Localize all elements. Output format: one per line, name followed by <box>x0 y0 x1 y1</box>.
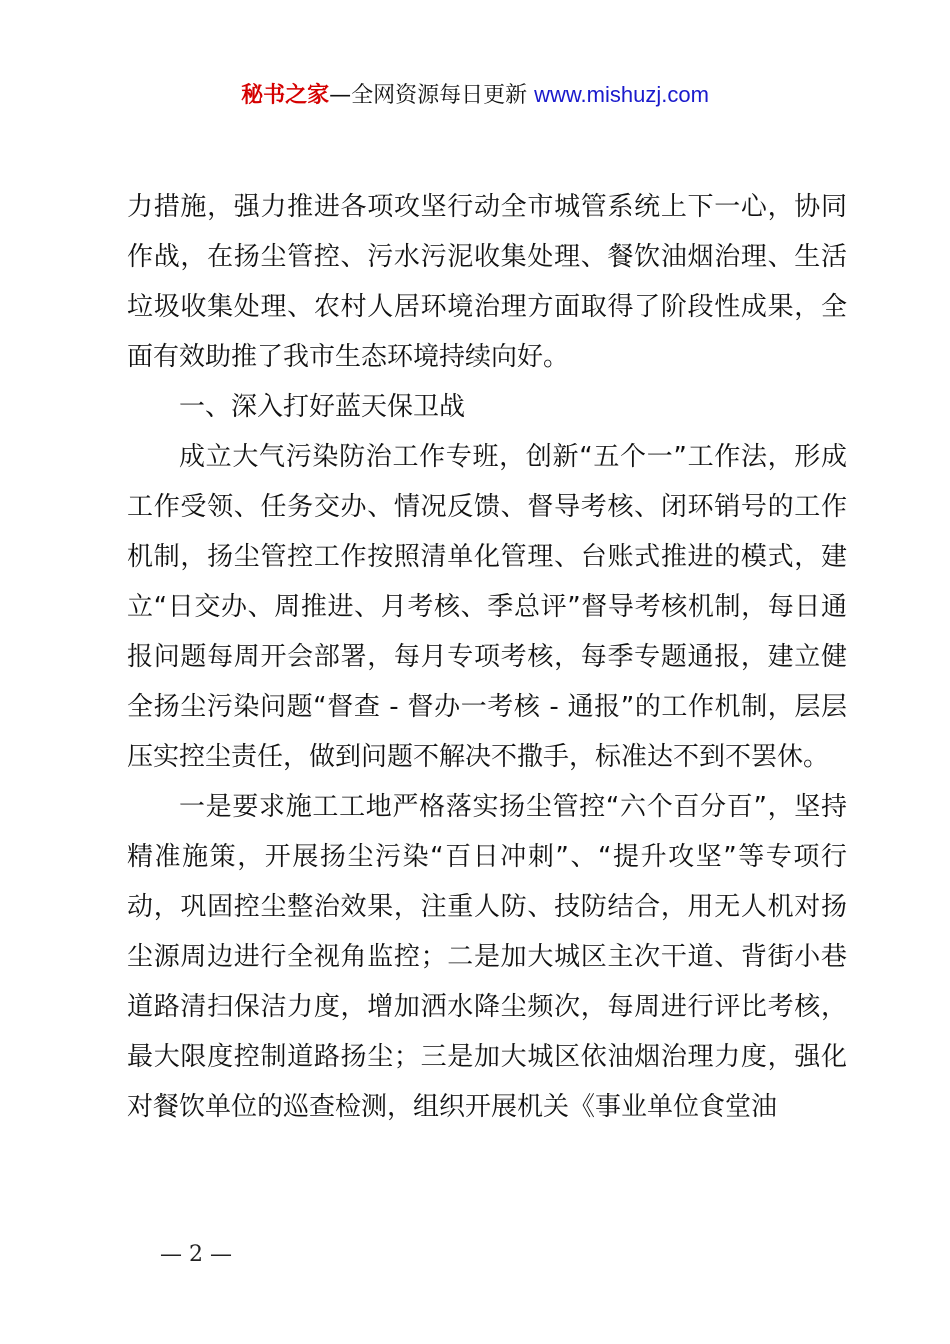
document-body <box>127 182 847 1132</box>
site-url-link[interactable]: www.mishuzj.com <box>534 82 709 107</box>
site-header <box>0 80 950 111</box>
page-number: — 2 — <box>160 1242 232 1267</box>
section-heading: 一、深入打好蓝天保卫战 <box>179 392 466 422</box>
paragraph: 一是要求施工工地严格落实扬尘管控“六个百分百”，坚持精准施策，开展扬尘污染“百日冲刺”、“提升攻坚”等专项行动，巩固控尘整治效果，注重人防、技防结合，用无人机对扬尘源周边进行全视角监控；二是加大城区主次干道、背街小巷道路清扫保洁力度，增加洒水降尘频次，每周进行评比考核，最大限度控制道路扬尘；三是加大城区依油烟治理力度，强化对餐饮单位的巡查检测，组织开展机关《事业单位食堂油 <box>127 792 847 1122</box>
brand-name: 秘书之家 <box>241 83 330 108</box>
paragraph-continuation: 力措施，强力推进各项攻坚行动全市城管系统上下一心，协同作战，在扬尘管控、污水污泥收集处理、餐饮油烟治理、生活垃圾收集处理、农村人居环境治理方面取得了阶段性成果，全面有效助推了我市生态环境持续向好。 <box>127 192 847 372</box>
paragraph: 成立大气污染防治工作专班，创新“五个一”工作法，形成工作受领、任务交办、情况反馈、督导考核、闭环销号的工作机制，扬尘管控工作按照清单化管理、台账式推进的模式，建立“日交办、周推进、月考核、季总评”督导考核机制，每日通报问题每周开会部署，每月专项考核，每季专题通报，建立健全扬尘污染问题“督查 - 督办一考核 - 通报”的工作机制，层层压实控尘责任，做到问题不解决不撒手，标准达不到不罢休。 <box>127 442 847 772</box>
header-tagline: —全网资源每日更新 <box>329 83 535 108</box>
